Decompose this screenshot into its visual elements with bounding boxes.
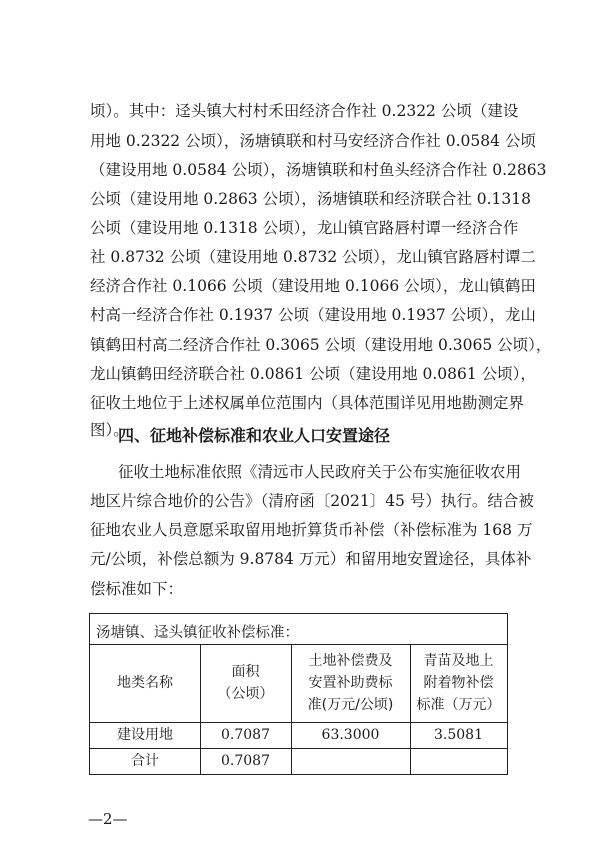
table-title: 汤塘镇、迳头镇征收补偿标准：: [96, 625, 299, 641]
header-crop-compensation: 青苗及地上 附着物补偿 标准（万元）: [416, 653, 501, 713]
body-line: 元/公顷，补偿总额为 9.8784 万元）和留用地安置途径，具体补: [90, 550, 532, 568]
table-cell-land-comp: 63.3000: [321, 727, 380, 743]
body-line: 偿标准如下：: [90, 580, 184, 598]
table-cell-crop-comp: [410, 748, 507, 774]
header-land-type: 地类名称: [117, 675, 173, 691]
table-cell-land-comp: [291, 748, 410, 774]
table-cell-name: 建设用地: [117, 727, 173, 743]
body-line: 用地 0.2322 公顷），汤塘镇联和村马安经济合作社 0.0584 公顷: [90, 132, 536, 150]
body-line: 征收土地标准依照《清远市人民政府关于公布实施征收农用: [118, 463, 522, 481]
body-line: （建设用地 0.0584 公顷），汤塘镇联和村鱼头经济合作社 0.2863: [90, 161, 547, 179]
body-line: 镇鹤田村高二经济合作社 0.3065 公顷（建设用地 0.3065 公顷），: [90, 336, 552, 354]
body-line: 村高一经济合作社 0.1937 公顷（建设用地 0.1937 公顷），龙山: [90, 306, 536, 324]
body-line: 地区片综合地价的公告》（清府函〔2021〕45 号）执行。结合被: [90, 492, 534, 510]
body-line: 经济合作社 0.1066 公顷（建设用地 0.1066 公顷），龙山镇鹤田: [90, 277, 536, 295]
header-area: 面积 （公顷）: [217, 664, 274, 702]
table-cell-name: 合计: [131, 753, 159, 769]
body-line: 征地农业人员意愿采取留用地折算货币补偿（补偿标准为 168 万: [90, 521, 533, 539]
compensation-table: [89, 613, 508, 775]
page-number: —2—: [88, 810, 128, 828]
body-line: 公顷（建设用地 0.1318 公顷），龙山镇官路唇村谭一经济合作: [90, 219, 519, 237]
body-line: 龙山镇鹤田经济联合社 0.0861 公顷（建设用地 0.0861 公顷），: [90, 365, 536, 383]
table-cell-crop-comp: 3.5081: [434, 727, 483, 743]
body-line: 公顷（建设用地 0.2863 公顷），汤塘镇联和经济联合社 0.1318: [90, 190, 532, 208]
table-cell-area: 0.7087: [221, 753, 270, 769]
body-line: 社 0.8732 公顷（建设用地 0.8732 公顷），龙山镇官路唇村谭二: [90, 248, 536, 266]
section-heading: 四、征地补偿标准和农业人口安置途径: [118, 426, 391, 445]
table-cell-area: 0.7087: [221, 727, 270, 743]
body-line: 图）。: [90, 421, 129, 439]
header-land-compensation: 土地补偿费及 安置补助费标 准(万元/公顷): [307, 653, 394, 713]
body-line: 顷）。其中：迳头镇大村村禾田经济合作社 0.2322 公顷（建设: [90, 102, 519, 120]
body-line: 征收土地位于上述权属单位范围内（具体范围详见用地勘测定界: [90, 394, 525, 412]
